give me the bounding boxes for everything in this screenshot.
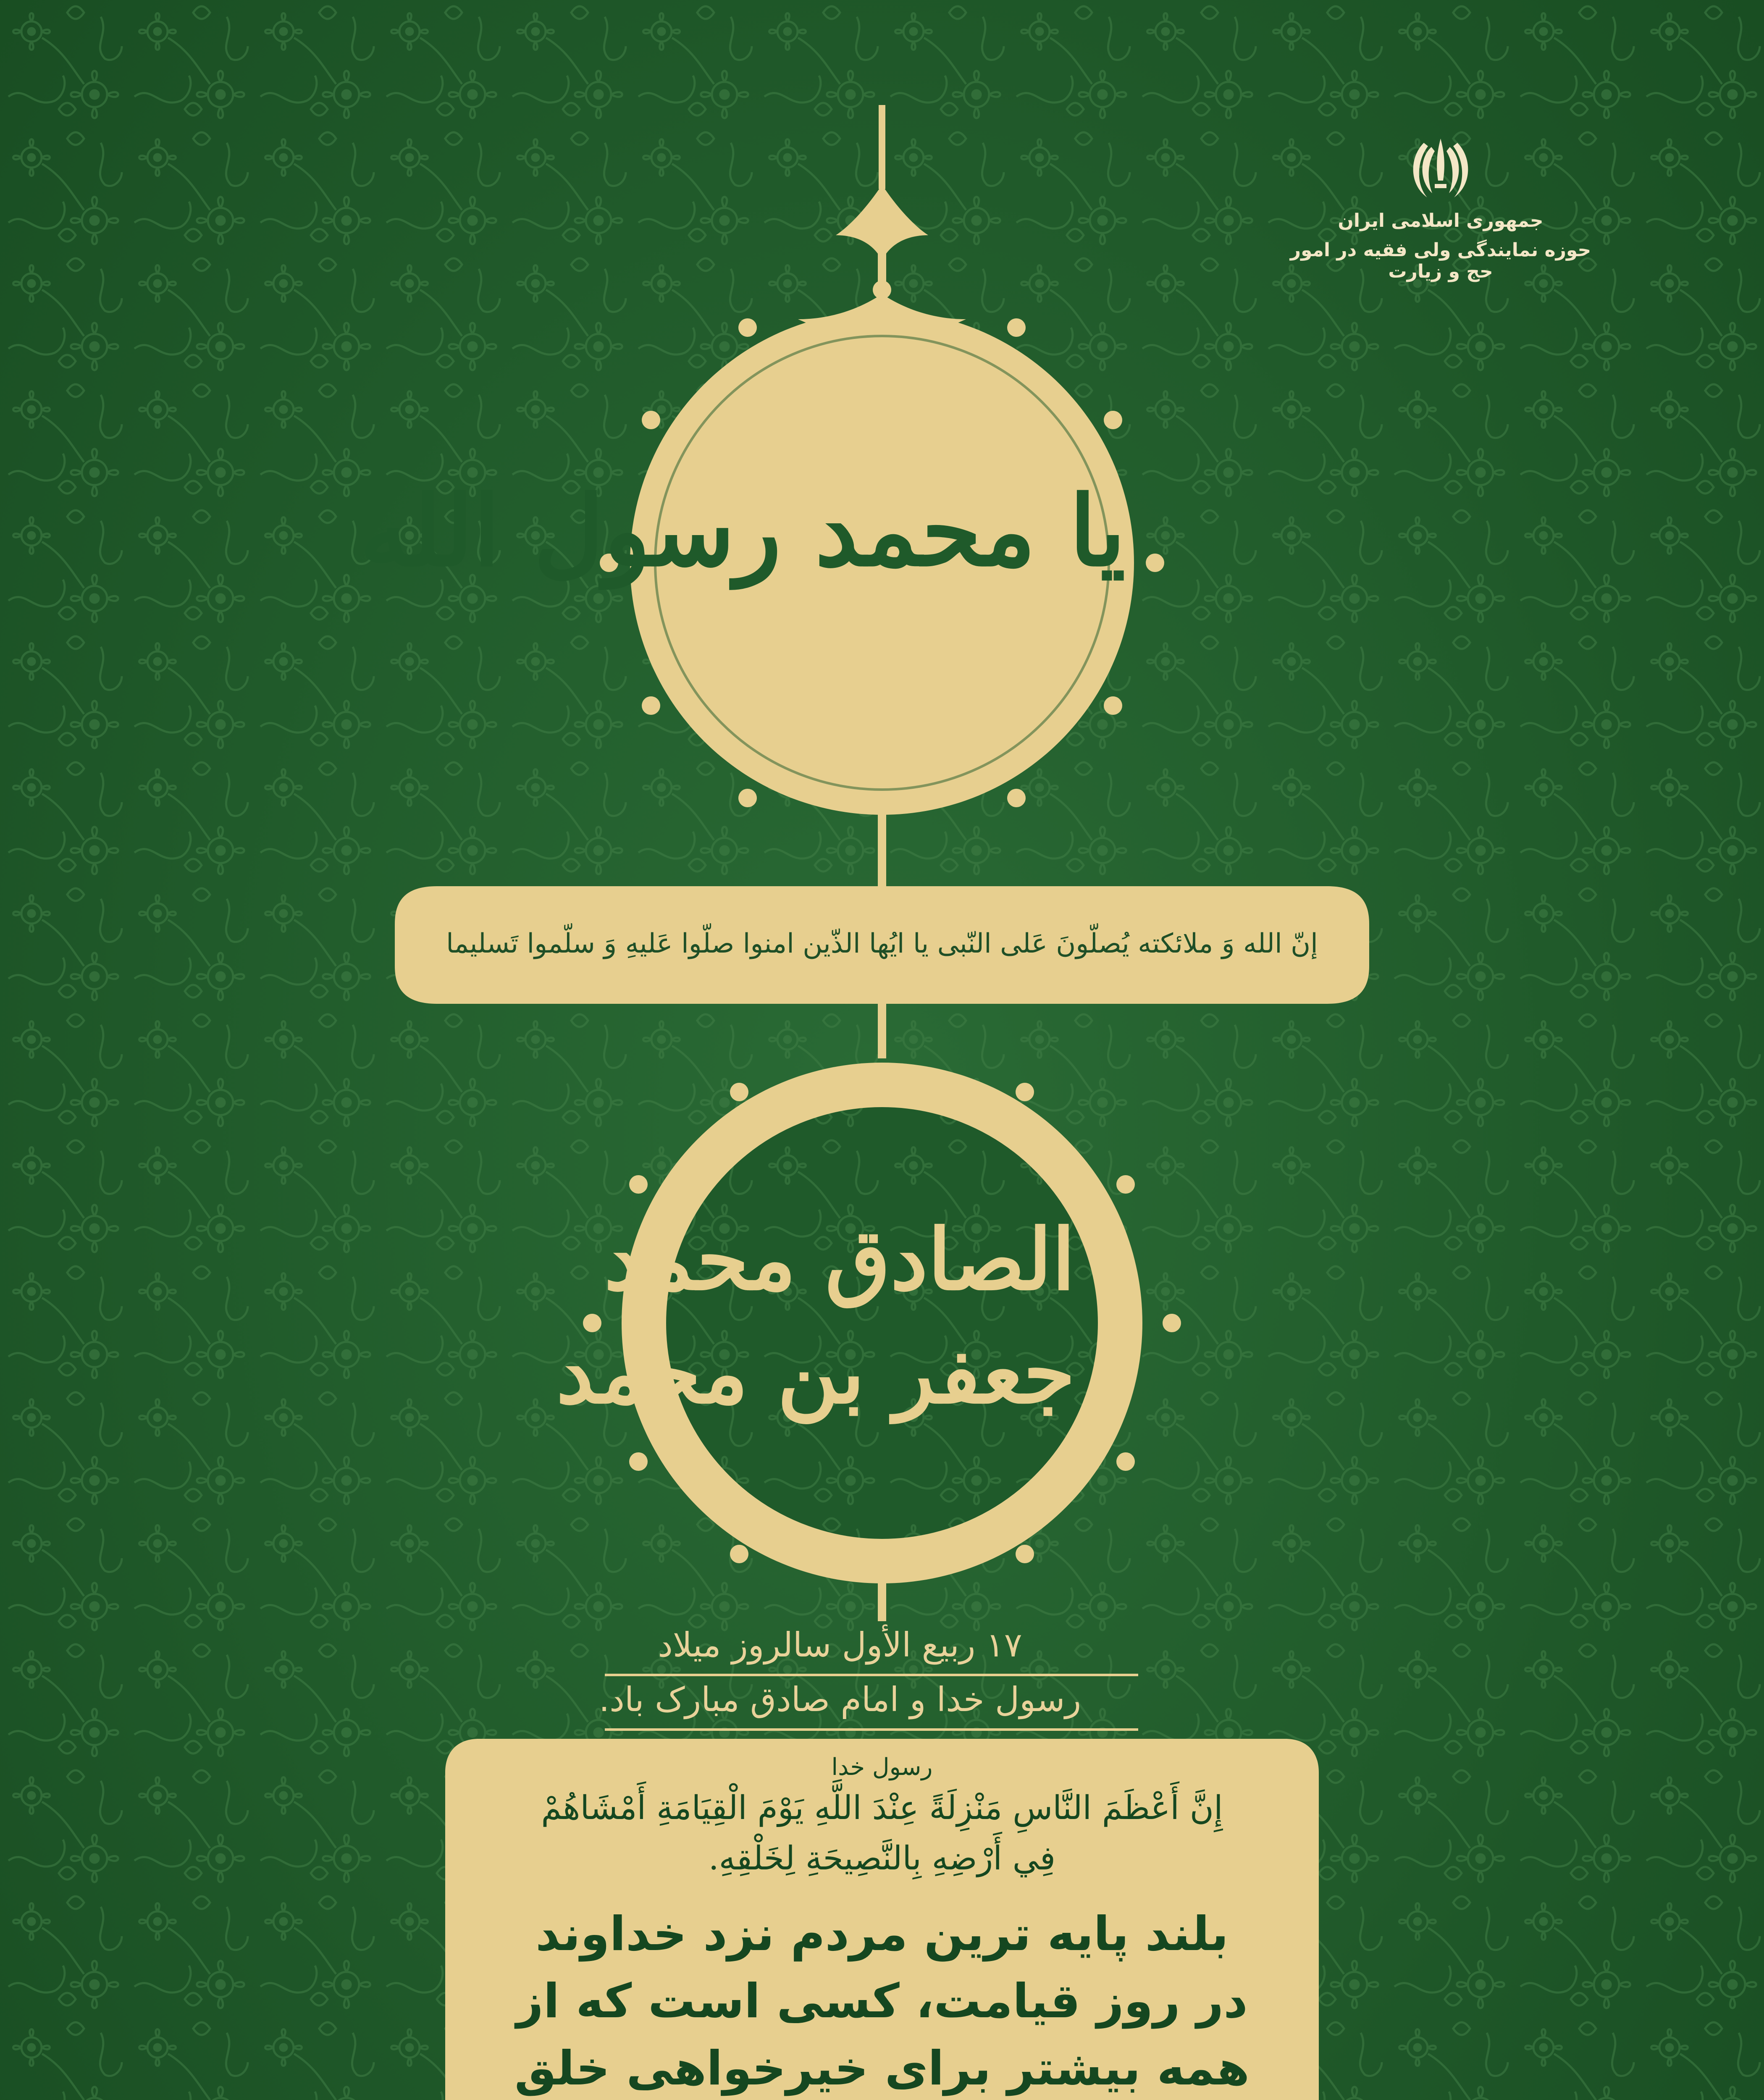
occasion-line-2: رسول خدا و امام صادق مبارک باد. xyxy=(598,1680,1082,1719)
bottom-medallion-calligraphy-1: الصادق محمد xyxy=(604,1210,1075,1309)
bottom-medallion-calligraphy-2: جعفر بن محمد xyxy=(556,1324,1075,1423)
emblem-line-2: حوزه نمایندگی ولی فقیه در امور حج و زیارت xyxy=(1290,239,1591,282)
verse-text: إنّ الله وَ ملائکته یُصلّونَ عَلی النّبی یا ایُها الذّین امنوا صلّوا عَلیهِ وَ سلّموا تَسلیما xyxy=(446,928,1318,959)
hadith-persian-line-2: در روز قیامت، کسی است که از xyxy=(516,1974,1248,2029)
hadith-arabic-line-2: فِي أَرْضِهِ بِالنَّصِيحَةِ لِخَلْقِهِ. xyxy=(708,1840,1056,1877)
hadith-attribution: رسول خدا xyxy=(831,1754,933,1781)
occasion-line-1: ۱۷ ربیع الأول سالروز میلاد xyxy=(658,1625,1022,1664)
hadith-persian-line-1: بلند پایه ترین مردم نزد خداوند xyxy=(536,1907,1228,1961)
emblem-line-1: جمهوری اسلامی ایران xyxy=(1338,210,1544,231)
hadith-arabic-line-1: إِنَّ أَعْظَمَ النَّاسِ مَنْزِلَةً عِنْدَ اللَّهِ يَوْمَ الْقِيَامَةِ أَمْشَاهُمْ xyxy=(541,1789,1223,1827)
top-medallion-calligraphy: یا محمد رسول الله xyxy=(360,475,1126,588)
hadith-persian-line-3: همه بیشتر برای خیرخواهی خلق xyxy=(514,2041,1250,2096)
